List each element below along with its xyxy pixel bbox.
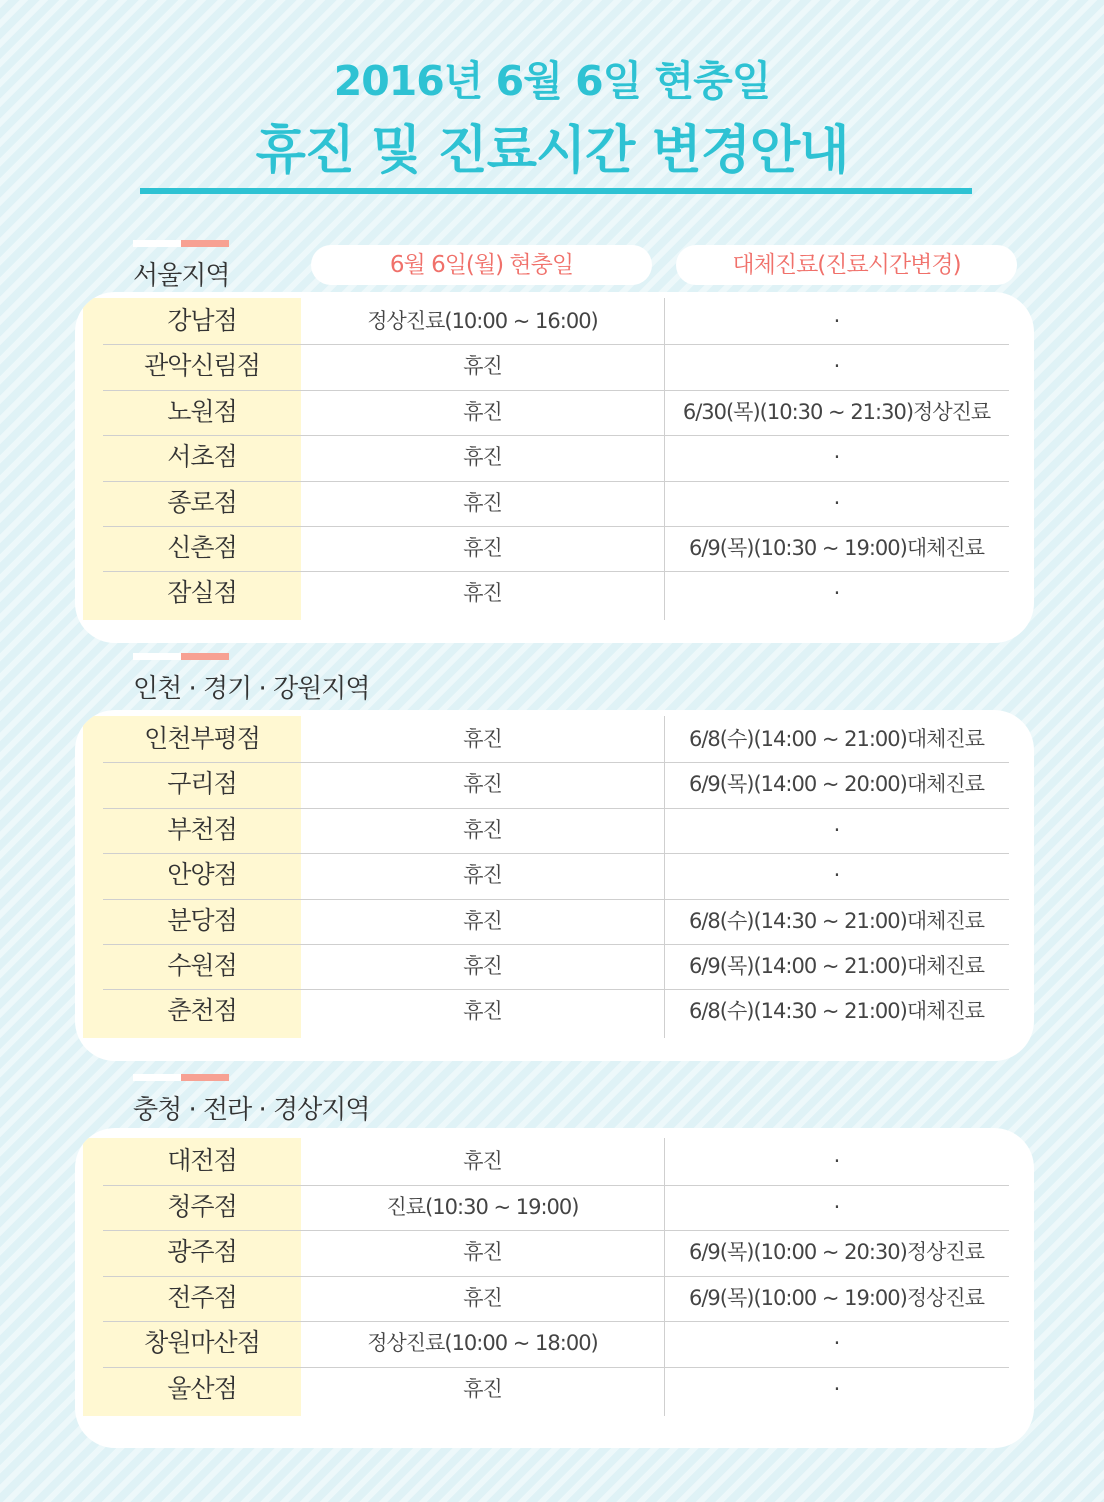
alternate-schedule: ·: [833, 1194, 840, 1219]
holiday-status: 정상진료(10:00 ~ 18:00): [367, 1331, 598, 1356]
region-marker-white: [133, 1074, 181, 1081]
branch-name: 안양점: [167, 860, 237, 890]
branch-name: 광주점: [167, 1237, 237, 1267]
holiday-status: 휴진: [463, 490, 502, 515]
holiday-status: 진료(10:30 ~ 19:00): [386, 1194, 579, 1219]
branch-name: 신촌점: [167, 533, 237, 562]
row-divider: [103, 1276, 1009, 1277]
holiday-status: 휴진: [463, 1240, 502, 1265]
region-marker-coral: [181, 240, 229, 247]
region-title: 충청 · 전라 · 경상지역: [133, 1095, 370, 1125]
branch-name: 수원점: [167, 951, 237, 980]
holiday-status: 휴진: [463, 536, 502, 560]
region-marker-coral: [181, 653, 229, 660]
region-marker: [133, 1074, 229, 1081]
holiday-status: 휴진: [463, 1149, 502, 1173]
branch-name: 잠실점: [167, 578, 237, 608]
alternate-schedule: ·: [833, 1377, 840, 1401]
alternate-schedule: ·: [833, 1149, 840, 1173]
row-divider: [103, 808, 1009, 809]
row-divider: [103, 390, 1009, 391]
holiday-status: 휴진: [463, 817, 502, 842]
holiday-status: 휴진: [463, 908, 502, 933]
row-divider: [103, 1321, 1009, 1322]
row-divider: [103, 435, 1009, 436]
region-table: [75, 292, 1034, 643]
holiday-status: 휴진: [463, 1377, 502, 1401]
row-divider: [103, 989, 1009, 990]
alternate-schedule: 6/9(목)(10:00 ~ 19:00)정상진료: [689, 1285, 984, 1310]
row-divider: [103, 762, 1009, 763]
row-divider: [103, 1230, 1009, 1231]
row-divider: [103, 1367, 1009, 1368]
row-divider: [103, 344, 1009, 345]
branch-name: 인천부평점: [144, 724, 260, 753]
row-divider: [103, 944, 1009, 945]
holiday-status: 휴진: [463, 1285, 502, 1310]
region-marker: [133, 653, 229, 660]
alternate-schedule: ·: [833, 354, 840, 379]
row-divider: [103, 899, 1009, 900]
holiday-status: 휴진: [463, 863, 502, 888]
branch-name: 관악신림점: [144, 351, 260, 381]
branch-name: 대전점: [167, 1146, 237, 1175]
branch-name: 부천점: [167, 814, 237, 844]
branch-name: 창원마산점: [144, 1328, 260, 1358]
branch-name: 노원점: [167, 396, 237, 426]
region-title: 서울지역: [133, 261, 230, 291]
holiday-status: 휴진: [463, 727, 502, 751]
title-underline: [140, 188, 972, 194]
column-header-alternate: 대체진료(진료시간변경): [676, 245, 1017, 285]
column-header-holiday: 6월 6일(월) 현충일: [311, 245, 652, 285]
row-divider: [103, 853, 1009, 854]
branch-name: 강남점: [167, 306, 237, 335]
holiday-status: 휴진: [463, 999, 502, 1024]
region-marker-white: [133, 240, 181, 247]
alternate-schedule: 6/9(목)(10:30 ~ 19:00)대체진료: [689, 536, 984, 560]
alternate-schedule: ·: [833, 1331, 840, 1356]
holiday-status: 휴진: [463, 772, 502, 797]
alternate-schedule: ·: [833, 581, 840, 606]
branch-name: 전주점: [167, 1282, 237, 1312]
holiday-status: 휴진: [463, 354, 502, 379]
alternate-schedule: ·: [833, 445, 840, 470]
page-title-line1: 2016년 6월 6일 현충일: [333, 57, 771, 105]
row-divider: [103, 481, 1009, 482]
row-divider: [103, 571, 1009, 572]
alternate-schedule: 6/30(목)(10:30 ~ 21:30)정상진료: [682, 399, 991, 424]
alternate-schedule: ·: [833, 309, 840, 333]
alternate-schedule: 6/8(수)(14:30 ~ 21:00)대체진료: [689, 999, 984, 1024]
alternate-schedule: 6/9(목)(14:00 ~ 21:00)대체진료: [689, 954, 984, 978]
region-title: 인천 · 경기 · 강원지역: [133, 674, 370, 704]
branch-name: 청주점: [167, 1191, 237, 1221]
region-table: [75, 1128, 1034, 1448]
branch-name: 종로점: [167, 487, 237, 517]
row-divider: [103, 526, 1009, 527]
branch-name: 춘천점: [167, 996, 237, 1026]
region-table: [75, 710, 1034, 1061]
branch-name: 울산점: [167, 1374, 237, 1403]
holiday-status: 휴진: [463, 954, 502, 978]
branch-name: 서초점: [167, 442, 237, 472]
region-marker-coral: [181, 1074, 229, 1081]
branch-name: 구리점: [167, 769, 237, 799]
branch-name: 분당점: [167, 905, 237, 935]
holiday-status: 휴진: [463, 445, 502, 470]
holiday-status: 휴진: [463, 399, 502, 424]
alternate-schedule: 6/8(수)(14:30 ~ 21:00)대체진료: [689, 908, 984, 933]
alternate-schedule: ·: [833, 490, 840, 515]
alternate-schedule: ·: [833, 863, 840, 888]
row-divider: [103, 1185, 1009, 1186]
holiday-status: 정상진료(10:00 ~ 16:00): [367, 309, 598, 333]
alternate-schedule: ·: [833, 817, 840, 842]
page-title-line2: 휴진 및 진료시간 변경안내: [255, 121, 849, 181]
alternate-schedule: 6/8(수)(14:00 ~ 21:00)대체진료: [689, 727, 984, 751]
alternate-schedule: 6/9(목)(14:00 ~ 20:00)대체진료: [689, 772, 984, 797]
region-marker-white: [133, 653, 181, 660]
holiday-status: 휴진: [463, 581, 502, 606]
alternate-schedule: 6/9(목)(10:00 ~ 20:30)정상진료: [689, 1240, 984, 1265]
region-marker: [133, 240, 229, 247]
